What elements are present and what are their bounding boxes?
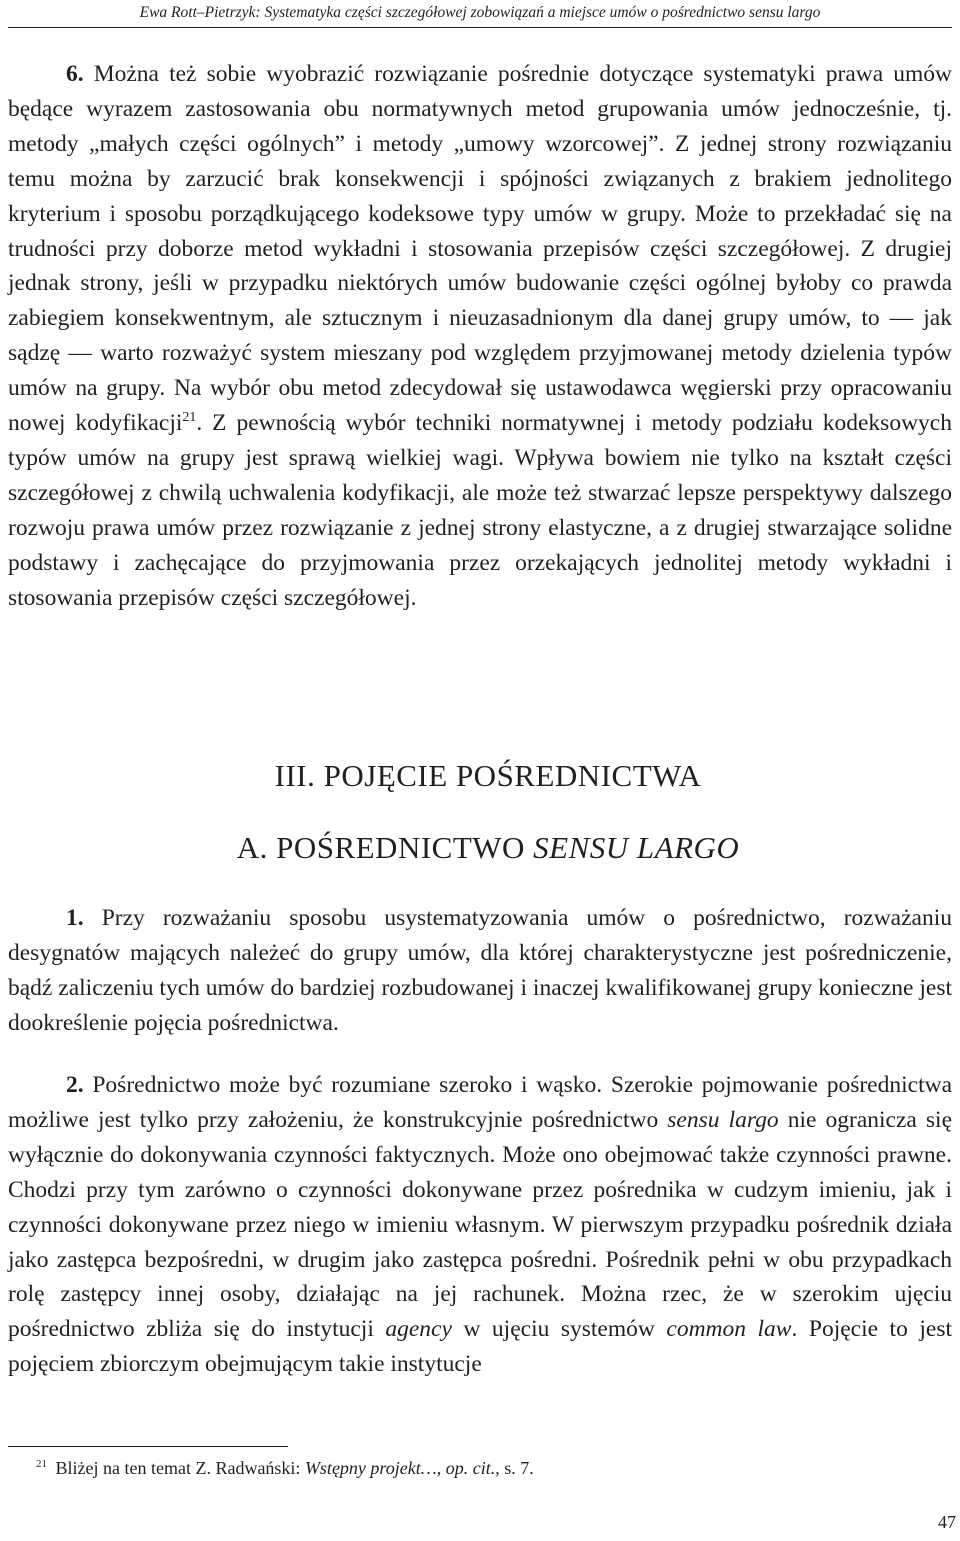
paragraph-text: . Pojęcie to jest pojęciem zbiorczym obejmującym takie instytucje: [8, 1316, 952, 1378]
italic-term: sensu largo: [667, 1106, 779, 1133]
footnote-text: Bliżej na ten temat Z. Radwański:: [51, 1458, 305, 1478]
paragraph-1: [8, 901, 952, 1041]
paragraph-text: w ujęciu systemów: [451, 1316, 667, 1343]
subsection-heading: [8, 830, 960, 866]
paragraph-text: . Z pewnością wybór techniki normatywnej i metody podziału kodeksowych typów umów na grupy jest sprawą wielkiej wagi. Wpływa bowiem nie tylko na kształt części szczegółowej z chwilą uchwalenia kodyfikacji, ale może też stwarzać lepsze perspektywy dalszego rozwoju prawa umów przez rozwiązanie z jednej strony elastyczne, a z drugiej stwarzające solidne podstawy i zachęcające do przyjmowania przez orzekających jednolitej metody wykładni i stosowania przepisów części szczegółowej.: [8, 410, 952, 611]
italic-term: common law: [666, 1316, 792, 1343]
paragraph-text: Przy rozważaniu sposobu usystematyzowania umów o pośrednictwo, rozważaniu desygnatów mających należeć do grupy umów, dla której charakterystyczne jest pośredniczenie, bądź zaliczeniu tych umów do bardziej rozbudowanej i inaczej kwalifikowanej grupy konieczne jest dookreślenie pojęcia pośrednictwa.: [8, 905, 952, 1036]
footnote-italic: op. cit.: [445, 1458, 496, 1478]
running-head: Ewa Rott–Pietrzyk: Systematyka części szczegółowej zobowiązań a miejsce umów o pośrednictwo sensu largo: [139, 4, 821, 21]
italic-term: agency: [385, 1316, 452, 1343]
footnote-text: ,: [436, 1458, 446, 1478]
paragraph-number: 6.: [66, 61, 84, 87]
footnote-number: 21: [36, 1458, 47, 1470]
document-page: [8, 0, 960, 1541]
footnote-text: , s. 7.: [495, 1458, 534, 1478]
subsection-heading-text: A. POŚREDNICTWO: [236, 830, 534, 865]
page-number: 47: [938, 1512, 956, 1532]
paragraph-6: [8, 57, 952, 616]
paragraph-text: Pośrednictwo może być rozumiane szeroko i wąsko. Szerokie pojmowanie pośrednictwa możliwe jest tylko przy założeniu, że konstrukcyjnie pośrednictwo: [8, 1072, 952, 1133]
paragraph-2: [8, 1068, 952, 1382]
header-rule: [8, 27, 952, 28]
footnote-italic: Wstępny projekt…: [304, 1458, 437, 1478]
paragraph-number: 1.: [66, 905, 84, 931]
footnote-reference[interactable]: 21: [182, 410, 197, 426]
footnote-21: [36, 1458, 534, 1479]
paragraph-text: nie ogranicza się wyłącznie do dokonywania czynności faktycznych. Może ono obejmować także czynności prawne. Chodzi przy tym zarówno o czynności dokonywane przez pośrednika w cudzym imieniu, jak i czynności dokonywane przez niego w imieniu własnym. W pierwszym przypadku pośrednik działa jako zastępca bezpośredni, w drugim jako zastępca pośredni. Pośrednik pełni w obu przypadkach rolę zastępcy innej osoby, działając na jej rachunek. Można rzec, że w szerokim ujęciu pośrednictwo zbliża się do instytucji: [8, 1106, 953, 1343]
paragraph-text: Można też sobie wyobrazić rozwiązanie pośrednie dotyczące systematyki prawa umów będące wyrazem zastosowania obu normatywnych metod grupowania umów jednocześnie, tj. metody „małych części ogólnych” i metody „umowy wzorcowej”. Z jednej strony rozwiązaniu temu można by zarzucić brak konsekwencji i spójności związanych z brakiem jednolitego kryterium i sposobu porządkującego kodeksowe typy umów w grupy. Może to przekładać się na trudności przy doborze metod wykładni i stosowania przepisów części szczegółowej. Z drugiej jednak strony, jeśli w przypadku niektórych umów budowanie części ogólnej byłoby co prawda zabiegiem konsekwentnym, ale sztucznym i nieuzasadnionym dla danej grupy umów, to — jak sądzę — warto rozważyć system mieszany pod względem przyjmowanej metody dzielenia typów umów na grupy. Na wybór obu metod zdecydował się ustawodawca węgierski przy opracowaniu nowej kodyfikacji: [8, 61, 952, 437]
subsection-heading-italic: SENSU LARGO: [533, 830, 740, 865]
paragraph-number: 2.: [66, 1072, 84, 1098]
footnote-rule: [8, 1446, 288, 1447]
section-heading: III. POJĘCIE POŚREDNICTWA: [274, 758, 702, 793]
